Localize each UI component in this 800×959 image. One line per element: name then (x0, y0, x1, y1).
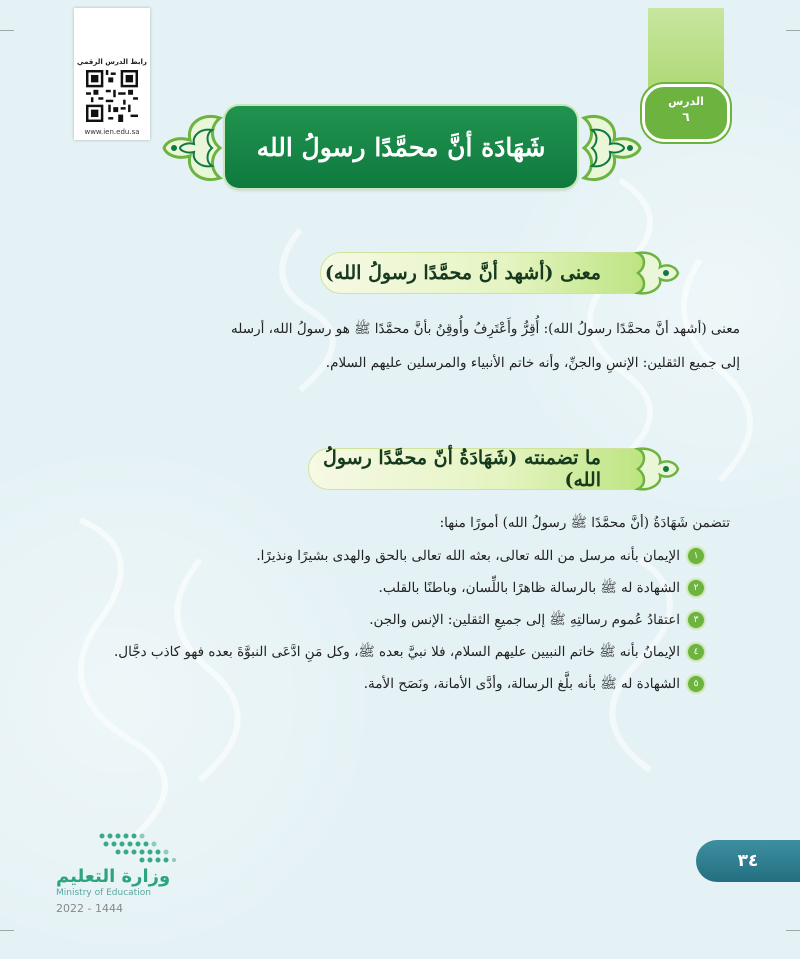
meaning-line-2: إلى جميع الثقلين: الإنسِ والجنِّ، وأنه خاتم الأنبياء والمرسلين عليهم السلام. (325, 355, 740, 371)
page-number-text: ٣٤ (737, 851, 759, 871)
list-item (44, 572, 704, 604)
qr-card[interactable] (74, 8, 150, 140)
contents-intro: تتضمن شَهَادَةُ (أنَّ محمَّدًا ﷺ رسولُ الله) أمورًا منها: (439, 515, 730, 531)
crop-mark (786, 930, 800, 931)
crop-mark (0, 30, 14, 31)
crop-mark (786, 30, 800, 31)
qr-code-icon[interactable] (86, 70, 138, 122)
section-ornament-icon (632, 247, 684, 299)
qr-url[interactable]: www.ien.edu.sa (84, 128, 140, 136)
crop-mark (0, 930, 14, 931)
lesson-title (225, 106, 577, 188)
list-number-badge: ٤ (688, 644, 704, 660)
list-item-text: الإيمان بأنه مرسل من الله تعالى، بعثه الله تعالى بالحق والهدى بشيرًا ونذيرًا. (256, 548, 680, 564)
list-number-badge: ٢ (688, 580, 704, 596)
section-heading-meaning-text: معنى (أشهد أنَّ محمَّدًا رسولُ الله) (324, 262, 601, 284)
lesson-badge (642, 84, 730, 142)
title-ornament-left-icon (160, 100, 226, 196)
list-item-text: الإيمانُ بأنه ﷺ خاتم النبيين عليهم السلام، فلا نبيَّ بعده ﷺ، وكل مَنِ ادَّعَى النبوَّةَ بعده فهو كاذب دجَّال. (114, 644, 680, 660)
list-item-text: اعتقادُ عُموم رسالتِهِ ﷺ إلى جميعِ الثقلين: الإنس والجن. (369, 612, 680, 628)
list-number-badge: ١ (688, 548, 704, 564)
meaning-line-1: معنى (أشهد أنَّ محمَّدًا رسولُ الله): أُقِرُّ وأَعْتَرِفُ وأُوقِنُ بأنَّ محمَّدًا ﷺ هو رسولُ الله، أرسله (231, 321, 740, 337)
ministry-logo (56, 826, 176, 936)
lesson-number: ٦ (682, 110, 690, 124)
list-item (44, 636, 704, 668)
contents-list (44, 540, 704, 700)
list-item (44, 540, 704, 572)
list-item (44, 668, 704, 700)
ministry-name-arabic: وزارة التعليم (56, 866, 171, 887)
lesson-title-text: شَهَادَة أنَّ محمَّدًا رسولُ الله (256, 132, 546, 162)
edition-year: 2022 - 1444 (56, 902, 123, 915)
section-heading-contents (308, 448, 660, 490)
title-ornament-right-icon (578, 100, 644, 196)
page-number (696, 840, 800, 882)
section-ornament-icon (632, 443, 684, 495)
list-item-text: الشهادة له ﷺ بالرسالة ظاهرًا باللِّسان، وباطنًا بالقلب. (378, 580, 680, 596)
list-number-badge: ٥ (688, 676, 704, 692)
list-item-text: الشهادة له ﷺ بأنه بلَّغ الرسالة، وأدَّى الأمانة، ونَصَح الأمة. (363, 676, 680, 692)
section-heading-meaning (320, 252, 660, 294)
meaning-paragraph (60, 312, 740, 380)
ministry-name-english: Ministry of Education (56, 888, 151, 898)
ministry-dots-icon (96, 826, 176, 866)
qr-label: رابط الدرس الرقمي (77, 58, 147, 66)
section-heading-contents-text: ما تضمنته (شَهَادَةُ أنّ محمَّدًا رسولُ الله) (323, 447, 601, 491)
lesson-label: الدرس (668, 95, 704, 108)
list-number-badge: ٣ (688, 612, 704, 628)
list-item (44, 604, 704, 636)
